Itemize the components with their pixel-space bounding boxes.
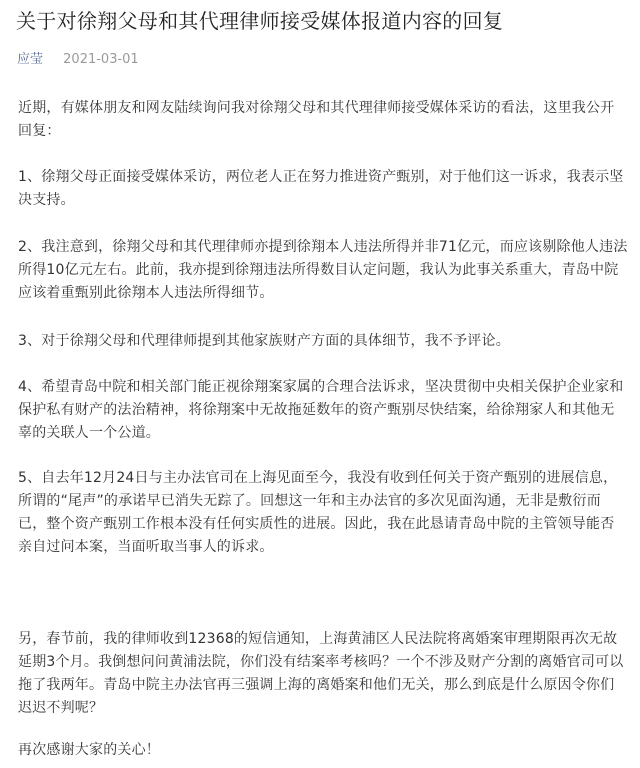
article-title: 关于对徐翔父母和其代理律师接受媒体报道内容的回复 <box>16 9 504 33</box>
paragraph-3: 3、对于徐翔父母和代理律师提到其他家族财产方面的具体细节，我不予评论。 <box>18 333 510 349</box>
paragraph-closing: 再次感谢大家的关心！ <box>18 742 160 758</box>
author-link[interactable]: 应莹 <box>17 52 44 67</box>
paragraph-2: 2、我注意到，徐翔父母和其代理律师亦提到徐翔本人违法所得并非71亿元，而应该剔除他人违法所得10亿元左右。此前，我亦提到徐翔违法所得数目认定问题，我认为此事关系重大，青岛中院应该着重甄别此徐翔本人违法所得细节。 <box>18 239 628 301</box>
paragraph-1: 1、徐翔父母正面接受媒体采访，两位老人正在努力推进资产甄别，对于他们这一诉求，我表示坚决支持。 <box>18 169 624 208</box>
paragraph-addendum: 另，春节前，我的律师收到12368的短信通知，上海黄浦区人民法院将离婚案审理期限再次无故延期3个月。我倒想问问黄浦法院，你们没有结案率考核吗？一个不涉及财产分割的离婚官司可以拖了我两年。青岛中院主办法官再三强调上海的离婚案和他们无关，那么到底是什么原因令你们迟迟不判呢？ <box>18 631 624 716</box>
paragraph-4: 4、希望青岛中院和相关部门能正视徐翔案家属的合理合法诉求，坚决贯彻中央相关保护企业家和保护私有财产的法治精神，将徐翔案中无故拖延数年的资产甄别尽快结案，给徐翔家人和其他无辜的关联人一个公道。 <box>18 379 624 441</box>
paragraph-intro: 近期，有媒体朋友和网友陆续询问我对徐翔父母和其代理律师接受媒体采访的看法，这里我公开回复： <box>18 100 615 139</box>
publish-date: 2021-03-01 <box>63 52 139 67</box>
article-meta <box>17 50 139 70</box>
paragraph-5: 5、自去年12月24日与主办法官司在上海见面至今，我没有收到任何关于资产甄别的进展信息，所谓的“尾声”的承诺早已消失无踪了。回想这一年和主办法官的多次见面沟通，无非是敷衍而已，整个资产甄别工作根本没有任何实质性的进展。因此，我在此恳请青岛中院的主管领导能否亲自过问本案，当面听取当事人的诉求。 <box>18 470 618 555</box>
